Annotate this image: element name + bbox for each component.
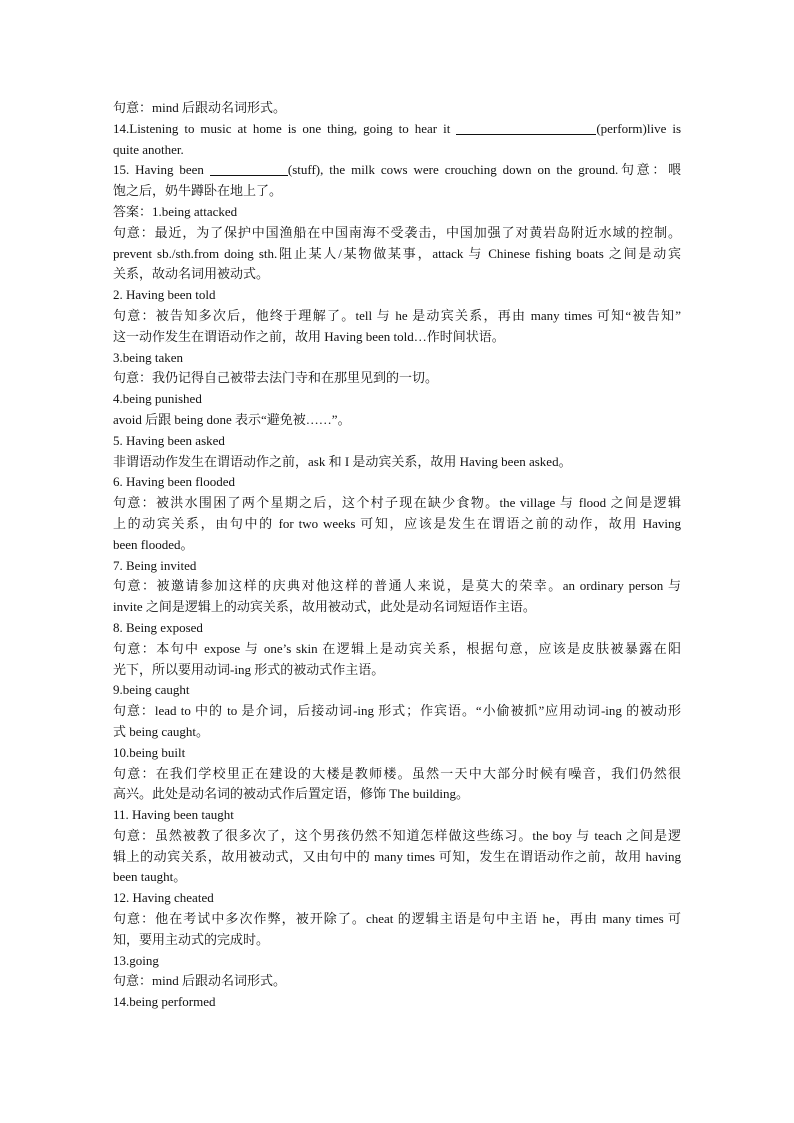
text-line: prevent sb./sth.from doing sth.阻止某人/某物做某事，attack 与 Chinese fishing boats 之间是动宾	[113, 245, 681, 261]
text-line: 句意：mind 后跟动名词形式。	[113, 973, 286, 989]
text-line: 非谓语动作发生在谓语动作之前，ask 和 I 是动宾关系，故用 Having been asked。	[113, 453, 572, 469]
text-line: 3.being taken	[113, 349, 184, 365]
text-line: 句意：虽然被教了很多次了，这个男孩仍然不知道怎样做这些练习。the boy 与 teach 之间是逻	[113, 827, 681, 843]
text-line: 12. Having cheated	[113, 890, 214, 906]
text-line: 上的动宾关系，由句中的 for two weeks 可知，应该是发生在谓语之前的动作，故用 Having	[113, 515, 681, 531]
text-line: 辑上的动宾关系，故用被动式，又由句中的 many times 可知，发生在谓语动作之前，故用 having	[113, 848, 681, 864]
text-line: 知，要用主动式的完成时。	[113, 931, 270, 947]
text-line: 句意：最近，为了保护中国渔船在中国南海不受袭击，中国加强了对黄岩岛附近水域的控制。	[113, 224, 681, 240]
text-line: avoid 后跟 being done 表示“避免被……”。	[113, 411, 351, 427]
text-line: 这一动作发生在谓语动作之前，故用 Having been told…作时间状语。	[113, 328, 505, 344]
fill-in-blank	[456, 120, 596, 135]
text-line: 10.being built	[113, 744, 186, 760]
text-line: been taught。	[113, 869, 187, 885]
text-line: 饱之后，奶牛蹲卧在地上了。	[113, 183, 283, 199]
text-line: 答案：1.being attacked	[113, 203, 238, 219]
text-line: 句意：被洪水围困了两个星期之后，这个村子现在缺少食物。the village 与 flood 之间是逻辑	[113, 495, 681, 511]
fill-in-blank	[210, 161, 288, 176]
text-line: 句意：本句中 expose 与 one’s skin 在逻辑上是动宾关系，根据句意，应该是皮肤被暴露在阳	[113, 640, 681, 656]
text-line: 句意：被邀请参加这样的庆典对他这样的普通人来说，是莫大的荣幸。an ordinary person 与	[113, 578, 681, 594]
text-line: 高兴。此处是动名词的被动式作后置定语，修饰 The building。	[113, 786, 470, 802]
text-line: quite another.	[113, 141, 184, 157]
text-line	[113, 160, 681, 181]
line-text-after-blank: (perform)live is	[596, 120, 681, 136]
text-line: 句意：他在考试中多次作弊，被开除了。cheat 的逻辑主语是句中主语 he，再由 many times 可	[113, 911, 681, 927]
text-line: 6. Having been flooded	[113, 474, 236, 490]
text-line: 句意：在我们学校里正在建设的大楼是教师楼。虽然一天中大部分时候有噪音，我们仍然很	[113, 765, 681, 781]
text-line: 5. Having been asked	[113, 432, 225, 448]
text-line: 13.going	[113, 952, 159, 968]
text-line: 8. Being exposed	[113, 619, 203, 635]
text-line: 句意：mind 后跟动名词形式。	[113, 100, 286, 115]
text-line: 9.being caught	[113, 682, 190, 698]
text-line: 14.being performed	[113, 994, 216, 1010]
text-line: 式 being caught。	[113, 723, 210, 739]
text-line: 句意：被告知多次后，他终于理解了。tell 与 he 是动宾关系，再由 many times 可知“被告知”	[113, 307, 681, 323]
text-line: 4.being punished	[113, 391, 202, 407]
text-line: 句意：lead to 中的 to 是介词，后接动词-ing 形式；作宾语。“小偷被抓”应用动词-ing 的被动形	[113, 703, 681, 719]
text-line: been flooded。	[113, 536, 194, 552]
text-line: 关系，故动名词用被动式。	[113, 266, 270, 282]
text-line: 2. Having been told	[113, 287, 216, 303]
line-text-before-blank: 15. Having been	[113, 162, 210, 178]
line-text-after-blank: (stuff), the milk cows were crouching down on the ground.句意：喂	[287, 162, 681, 178]
text-line: 11. Having been taught	[113, 807, 234, 823]
text-line: invite 之间是逻辑上的动宾关系，故用被动式，此处是动名词短语作主语。	[113, 599, 536, 615]
text-line	[113, 119, 681, 140]
text-line: 句意：我仍记得自己被带去法门寺和在那里见到的一切。	[113, 370, 439, 386]
text-line: 7. Being invited	[113, 557, 197, 573]
text-line: 光下，所以要用动词-ing 形式的被动式作主语。	[113, 661, 385, 677]
line-text-before-blank: 14.Listening to music at home is one thing, going to hear it	[113, 120, 457, 136]
answer-content	[113, 98, 681, 1013]
